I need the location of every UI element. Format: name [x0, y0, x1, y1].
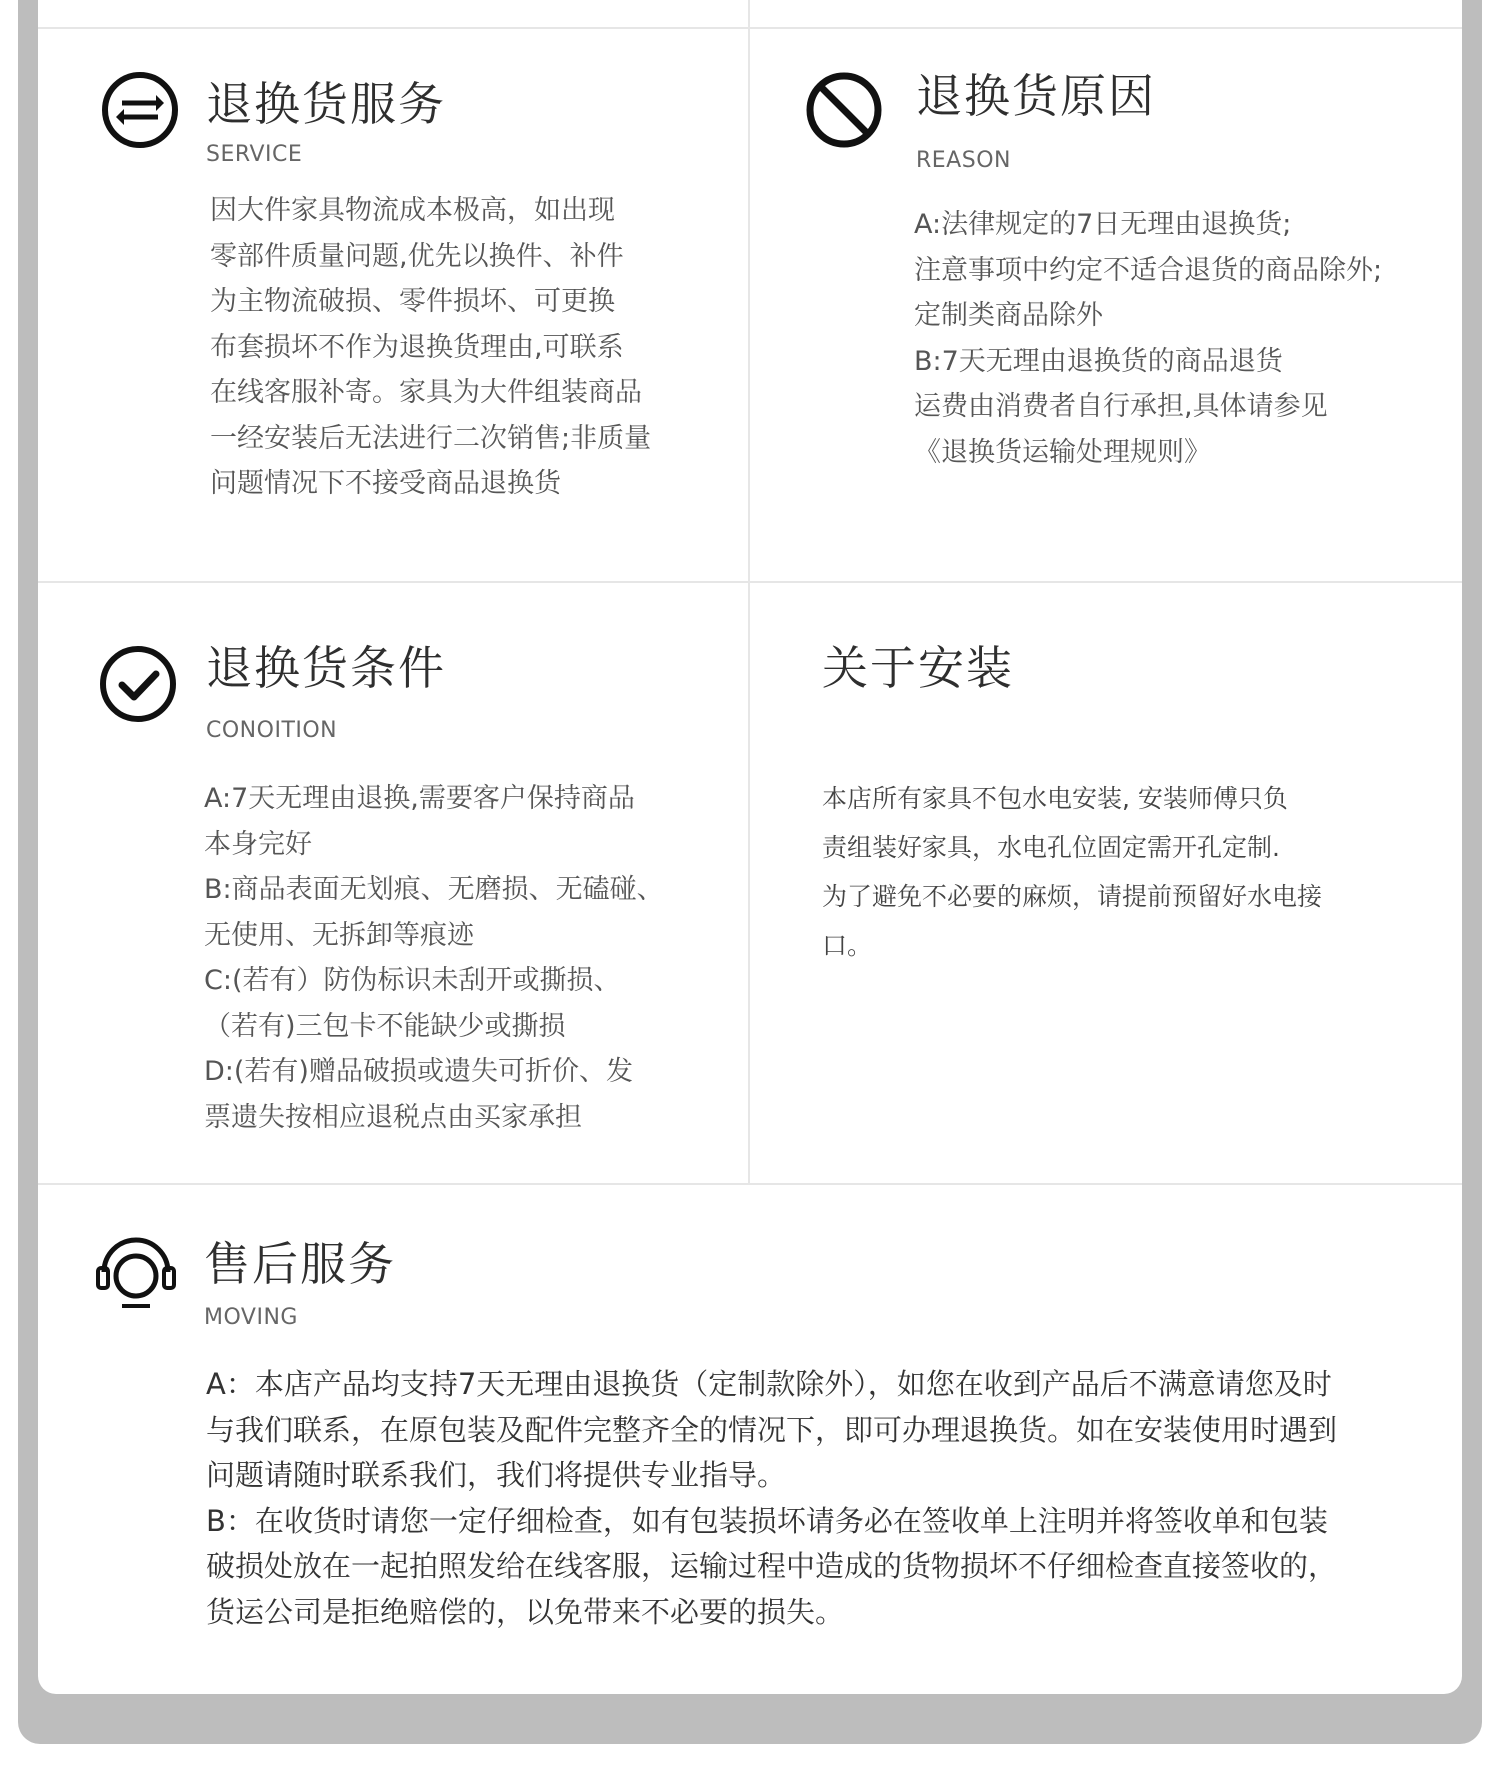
service-title: 退换货服务	[206, 77, 446, 131]
checkmark-circle-icon	[98, 644, 178, 724]
condition-line: 本身完好	[204, 828, 312, 860]
after-sales-line: B：在收货时请您一定仔细检查，如有包装损坏请务必在签收单上注明并将签收单和包装	[206, 1503, 1328, 1538]
service-line: 零部件质量问题,优先以换件、补件	[210, 240, 624, 272]
condition-line: 票遗失按相应退税点由买家承担	[204, 1101, 582, 1133]
condition-line: D:(若有)赠品破损或遗失可折价、发	[204, 1056, 633, 1087]
reason-line: 定制类商品除外	[914, 300, 1103, 331]
headset-icon	[94, 1226, 178, 1310]
after-sales-line: 与我们联系，在原包装及配件完整齐全的情况下，即可办理退换货。如在安装使用时遇到	[206, 1412, 1338, 1447]
reason-text	[914, 202, 1382, 475]
after-sales-text	[206, 1362, 1337, 1635]
condition-subtitle: CONOITION	[206, 718, 338, 743]
after-sales-line: A：本店产品均支持7天无理由退换货（定制款除外），如您在收到产品后不满意请您及时	[206, 1367, 1332, 1401]
reason-line: 注意事项中约定不适合退货的商品除外;	[914, 254, 1383, 286]
install-line: 本店所有家具不包水电安装, 安装师傅只负	[822, 784, 1288, 813]
after-sales-line: 问题请随时联系我们，我们将提供专业指导。	[206, 1458, 787, 1492]
service-line: 在线客服补寄。家具为大件组装商品	[210, 377, 642, 408]
prohibited-icon	[804, 70, 884, 150]
service-line: 布套损坏不作为退换货理由,可联系	[210, 331, 624, 363]
divider-row-3	[38, 1183, 1462, 1185]
after-sales-line: 破损处放在一起拍照发给在线客服，运输过程中造成的货物损坏不仔细检查直接签收的，	[206, 1549, 1338, 1583]
condition-line: C:(若有）防伪标识未刮开或撕损、	[204, 965, 621, 996]
install-line: 口。	[822, 931, 873, 960]
service-line: 因大件家具物流成本极高，如出现	[210, 195, 615, 226]
after-sales-line: 货运公司是拒绝赔偿的，以免带来不必要的损失。	[206, 1594, 845, 1629]
service-line: 问题情况下不接受商品退换货	[210, 468, 561, 499]
condition-title: 退换货条件	[206, 641, 446, 695]
install-line: 为了避免不必要的麻烦，请提前预留好水电接	[822, 882, 1323, 911]
reason-line: 运费由消费者自行承担,具体请参见	[914, 391, 1328, 422]
reason-subtitle: REASON	[916, 148, 1011, 173]
condition-line: A:7天无理由退换,需要客户保持商品	[204, 783, 635, 814]
after-sales-subtitle: MOVING	[204, 1305, 298, 1330]
divider-row-2	[38, 581, 1462, 583]
after-sales-title: 售后服务	[204, 1237, 396, 1291]
condition-line: （若有)三包卡不能缺少或撕损	[204, 1010, 566, 1042]
condition-text	[204, 776, 664, 1140]
install-text	[822, 774, 1322, 970]
reason-title: 退换货原因	[916, 69, 1156, 123]
install-line: 责组装好家具，水电孔位固定需开孔定制.	[822, 833, 1280, 862]
install-title: 关于安装	[822, 641, 1014, 695]
condition-line: B:商品表面无划痕、无磨损、无磕碰、	[204, 874, 664, 905]
service-line: 一经安装后无法进行二次销售;非质量	[210, 422, 652, 454]
divider-vertical-top	[748, 0, 750, 28]
service-text	[210, 188, 651, 507]
reason-line: B:7天无理由退换货的商品退货	[914, 345, 1283, 377]
exchange-arrows-icon	[100, 70, 180, 150]
reason-line: 《退换货运输处理规则》	[914, 436, 1211, 468]
divider-vertical-middle	[748, 29, 750, 1183]
policy-card	[38, 0, 1462, 1694]
service-subtitle: SERVICE	[206, 142, 303, 167]
service-line: 为主物流破损、零件损坏、可更换	[210, 286, 615, 317]
reason-line: A:法律规定的7日无理由退换货;	[914, 209, 1292, 240]
divider-row-1	[38, 27, 1462, 29]
condition-line: 无使用、无拆卸等痕迹	[204, 919, 474, 951]
